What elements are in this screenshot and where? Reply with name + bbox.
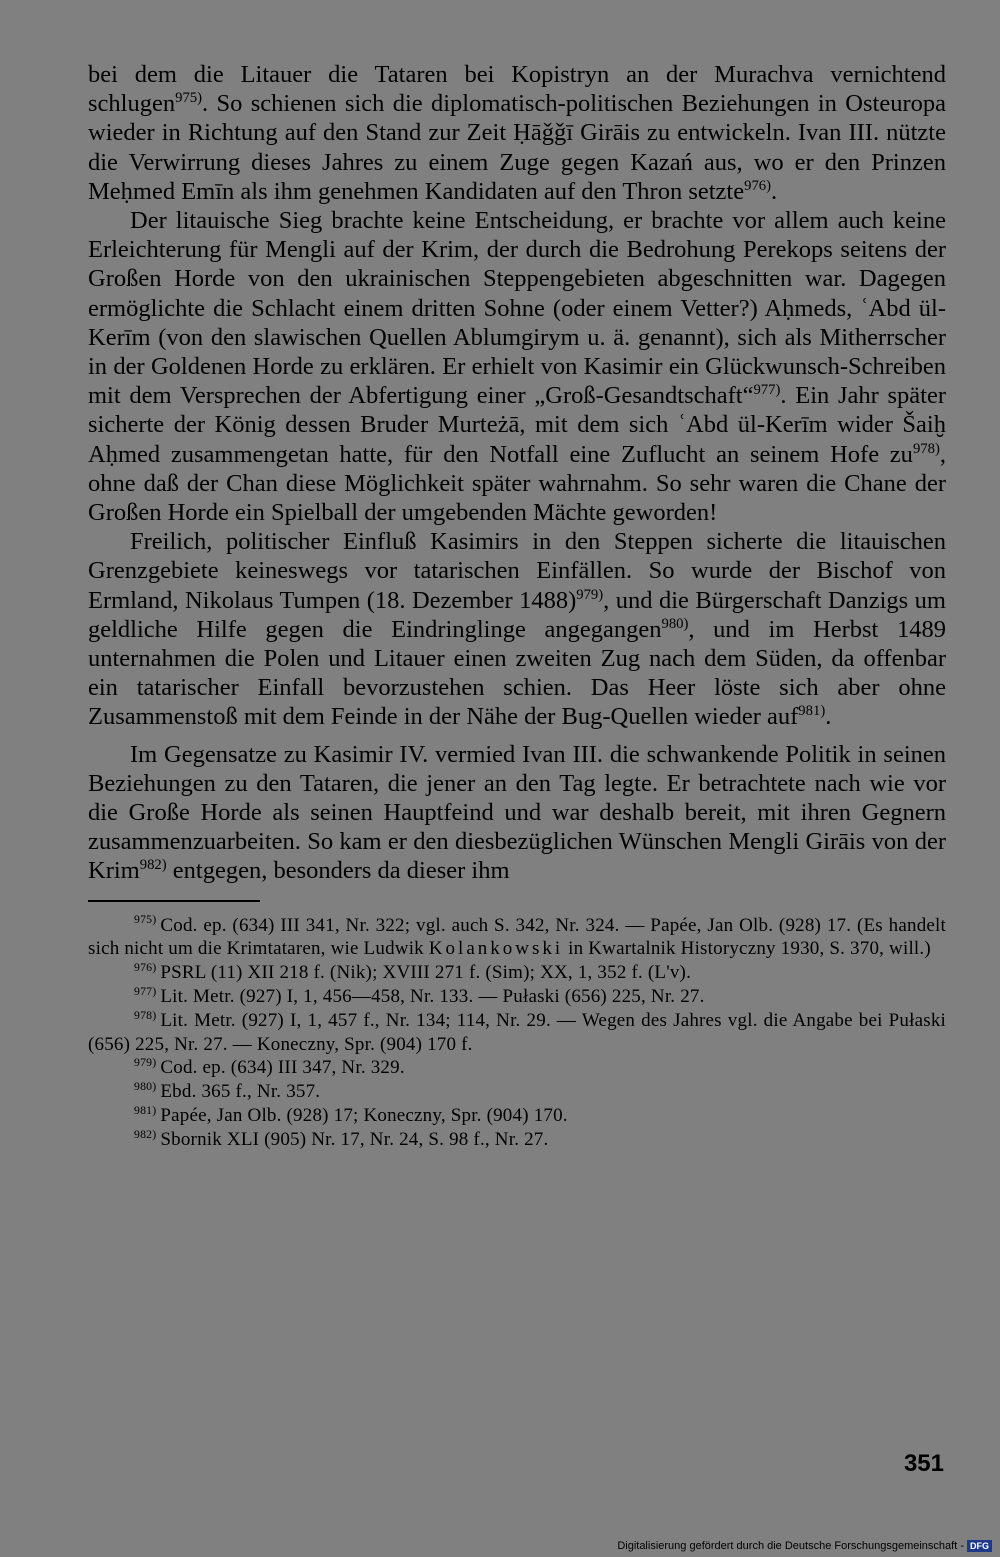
footnote-ref[interactable]: 982) <box>139 857 167 874</box>
footnote-ref[interactable]: 979) <box>576 586 604 603</box>
paragraph: Freilich, politischer Einfluß Kasimirs in den Steppen sicherte die litauischen Grenzgebiete keineswegs vor tatarischen Einfällen. So wurde der Bischof von Ermland, Nikolaus Tumpen (18. Dezember 1488)$^{979)}$, und die Bürgerschaft Danzigs um geldliche Hilfe gegen die Eindringlinge angegangen$^{980)}$, und im Herbst 1489 unternahmen die Polen und Litauer einen zweiten Zug nach dem Süden, da offenbar ein tatarischer Einfall bevorzustehen schien. Das Heer löste sich aber ohne Zusammenstoß mit dem Feinde in der Nähe der Bug-Quellen wieder auf$^{981)}$. <box>88 528 946 731</box>
footnotes <box>88 914 946 1152</box>
footnote: $^{978)}$ Lit. Metr. (927) I, 1, 457 f., Nr. 134; 114, Nr. 29. — Wegen des Jahres vgl. die Angabe bei Pułaski (656) 225, Nr. 27. — Koneczny, Spr. (904) 170 f. <box>88 1008 946 1055</box>
paragraph: Im Gegensatze zu Kasimir IV. vermied Ivan III. die schwankende Politik in seinen Beziehungen zu den Tataren, die jener an den Tag legte. Er betrachtete nach wie vor die Große Horde als seinen Hauptfeind und war deshalb bereit, mit ihren Gegnern zusammenzuarbeiten. So kam er den diesbezüglichen Wünschen Mengli Girāis von der Krim$^{982)}$ entgegen, besonders da dieser ihm <box>88 740 946 885</box>
footnote-divider <box>88 900 260 902</box>
footnote: $^{976)}$ PSRL (11) XII 218 f. (Nik); XVIII 271 f. (Sim); XX, 1, 352 f. (L'v). <box>134 960 692 984</box>
footnote-ref[interactable]: 977) <box>753 382 781 399</box>
footnote-ref[interactable]: 976) <box>744 177 772 194</box>
page-number: 351 <box>903 1450 944 1477</box>
digitization-credit <box>617 1540 992 1552</box>
footnote-ref[interactable]: 975) <box>175 90 203 107</box>
credit-text: Digitalisierung gefördert durch die Deutsche Forschungsgemeinschaft - <box>617 1540 964 1552</box>
footnote-ref[interactable]: 980) <box>661 615 689 632</box>
footnote: $^{982)}$ Sbornik XLI (905) Nr. 17, Nr. 24, S. 98 f., Nr. 27. <box>134 1127 549 1150</box>
footnote: $^{979)}$ Cod. ep. (634) III 347, Nr. 329. <box>134 1056 405 1079</box>
footnote-ref[interactable]: 978) <box>912 440 940 457</box>
paragraph: Der litauische Sieg brachte keine Entscheidung, er brachte vor allem auch keine Erleichterung für Mengli auf der Krim, der durch die Bedrohung Perekops seitens der Großen Horde von den ukrainischen Steppengebieten abgeschnitten war. Dagegen ermöglichte die Schlacht einem dritten Sohne (oder einem Vetter?) Aḥmeds, ʿAbd ül-Kerīm (von den slawischen Quellen Ablumgirym u. ä. genannt), sich als Mitherrscher in der Goldenen Horde zu erklären. Er erhielt von Kasimir ein Glückwunsch-Schreiben mit dem Versprechen der Abfertigung einer „Groß-Gesandtschaft“$^{977)}$. Ein Jahr später sicherte der König dessen Bruder Murteżā, mit dem sich ʿAbd ül-Kerīm wider Šaiḫ Aḥmed zusammengetan hatte, für den Notfall eine Zuflucht an seinem Hofe $zu^{978)}$, ohne daß der Chan diese Möglichkeit später wahrnahm. So sehr waren die Chane der Großen Horde ein Spielball der umgebenden Mächte geworden! <box>88 207 946 527</box>
footnote: $^{975)}$ Cod. ep. (634) III 341, Nr. 322; vgl. auch S. 342, Nr. 324. — Papée, Jan Olb. (928) 17. (Es handelt sich nicht um die Krimtataren, wie Ludwik Kolankowski in Kwartalnik Historyczny 1930, S. 370, will.) <box>88 913 946 960</box>
paragraph: bei dem die Litauer die Tataren bei Kopistryn an der Murachva vernichtend schlugen$^{975)}$. So schienen sich die diplomatisch-politischen Beziehungen in Osteuropa wieder in Richtung auf den Stand zur Zeit Ḥāǧǧī Girāis zu entwickeln. Ivan III. nützte die Verwirrung dieses Jahres zu einem Zuge gegen Kazań aus, wo er den Prinzen Meḥmed Emīn als ihm genehmen Kandidaten auf den Thron setzte$^{976)}$. <box>88 61 946 205</box>
footnote: $^{980)}$ Ebd. 365 f., Nr. 357. <box>134 1079 321 1103</box>
main-text <box>88 60 946 886</box>
footnote: $^{981)}$ Papée, Jan Olb. (928) 17; Koneczny, Spr. (904) 170. <box>134 1103 568 1127</box>
dfg-logo-icon: DFG <box>967 1540 992 1552</box>
footnote: $^{977)}$ Lit. Metr. (927) I, 1, 456—458, Nr. 133. — Pułaski (656) 225, Nr. 27. <box>134 984 705 1008</box>
footnote-ref[interactable]: 981) <box>798 703 826 720</box>
page-body <box>88 60 946 1152</box>
